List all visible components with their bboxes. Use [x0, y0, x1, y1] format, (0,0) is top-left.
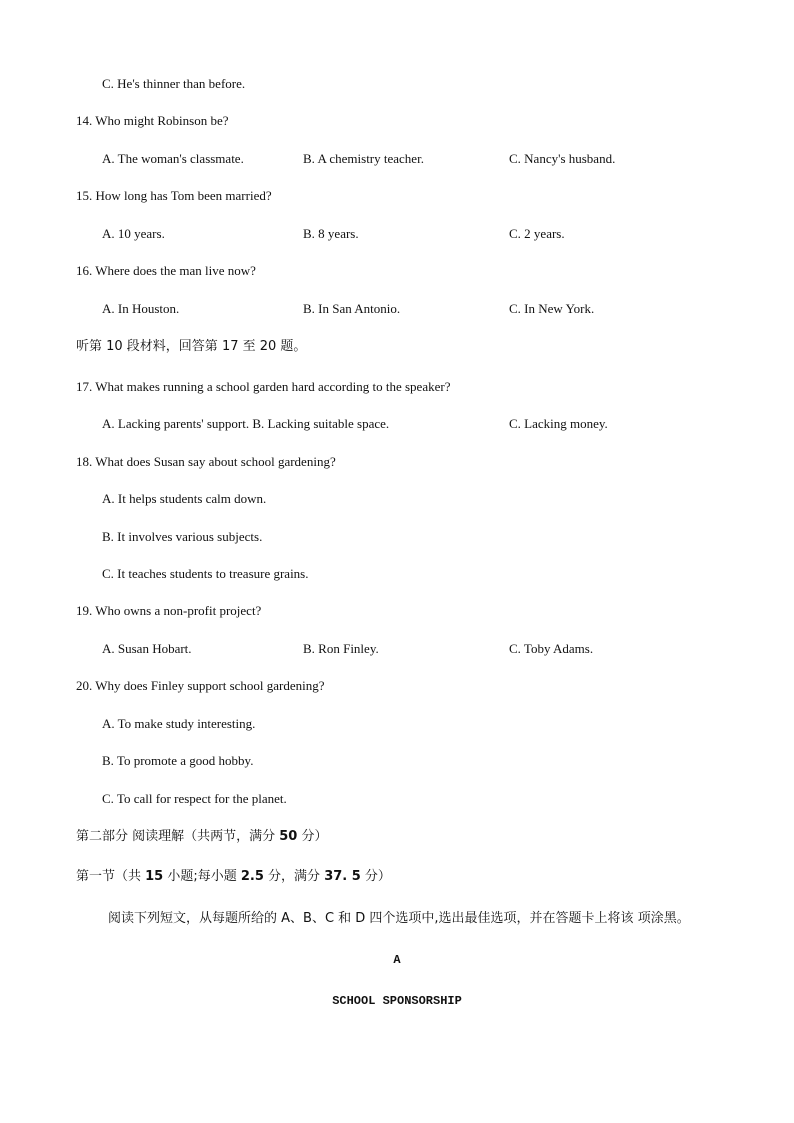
- passage-title: SCHOOL SPONSORSHIP: [332, 994, 462, 1008]
- section-1-t4: 分）: [360, 869, 391, 884]
- q15-option-a: A. 10 years.: [102, 226, 165, 241]
- q13-option-c: C. He's thinner than before.: [102, 76, 246, 91]
- section-1-total-score: 37. 5: [324, 869, 361, 884]
- reading-instruction: 阅读下列短文，从每题所给的 A、B、C 和 D 四个选项中,选出最佳选项，并在答题卡上将该 项涂黑。: [108, 911, 690, 926]
- section-1-count: 15: [145, 869, 164, 884]
- q20-option-a: A. To make study interesting.: [102, 716, 256, 731]
- passage-letter: A: [393, 953, 401, 967]
- q17-option-c: C. Lacking money.: [509, 416, 608, 431]
- q20-option-b: B. To promote a good hobby.: [102, 753, 254, 768]
- q16-stem: 16. Where does the man live now?: [76, 263, 256, 278]
- q19-option-a: A. Susan Hobart.: [102, 641, 192, 656]
- section-1-t2: 小题;每小题: [163, 869, 241, 884]
- q14-option-a: A. The woman's classmate.: [102, 151, 244, 166]
- q15-option-b: B. 8 years.: [303, 226, 359, 241]
- section-1-t1: 第一节（共: [76, 869, 146, 884]
- q16-option-c: C. In New York.: [509, 301, 595, 316]
- q15-option-c: C. 2 years.: [509, 226, 565, 241]
- q20-stem: 20. Why does Finley support school gardening?: [76, 678, 325, 693]
- q18-option-a: A. It helps students calm down.: [102, 491, 267, 506]
- section-1-t3: 分，满分: [263, 869, 325, 884]
- section-1-each-score: 2.5: [240, 869, 264, 884]
- q14-option-b: B. A chemistry teacher.: [303, 151, 424, 166]
- q16-option-a: A. In Houston.: [102, 301, 180, 316]
- q17-option-a-b: A. Lacking parents' support. B. Lacking suitable space.: [102, 416, 390, 431]
- section-10-instruction: 听第 10 段材料，回答第 17 至 20 题。: [76, 339, 307, 354]
- q18-option-c: C. It teaches students to treasure grains.: [102, 566, 309, 581]
- q15-stem: 15. How long has Tom been married?: [76, 188, 272, 203]
- q18-stem: 18. What does Susan say about school gardening?: [76, 454, 336, 469]
- q18-option-b: B. It involves various subjects.: [102, 529, 263, 544]
- q16-option-b: B. In San Antonio.: [303, 301, 401, 316]
- section-1-heading: [76, 869, 391, 885]
- part-2-heading-pre: 第二部分 阅读理解（共两节，满分: [76, 829, 280, 844]
- q19-stem: 19. Who owns a non-profit project?: [76, 603, 262, 618]
- q20-option-c: C. To call for respect for the planet.: [102, 791, 287, 806]
- part-2-score: 50: [279, 829, 298, 844]
- q14-option-c: C. Nancy's husband.: [509, 151, 616, 166]
- part-2-heading: [76, 829, 328, 845]
- q19-option-c: C. Toby Adams.: [509, 641, 594, 656]
- q14-stem: 14. Who might Robinson be?: [76, 113, 229, 128]
- q17-stem: 17. What makes running a school garden hard according to the speaker?: [76, 379, 451, 394]
- part-2-heading-post: 分）: [297, 829, 328, 844]
- q19-option-b: B. Ron Finley.: [303, 641, 379, 656]
